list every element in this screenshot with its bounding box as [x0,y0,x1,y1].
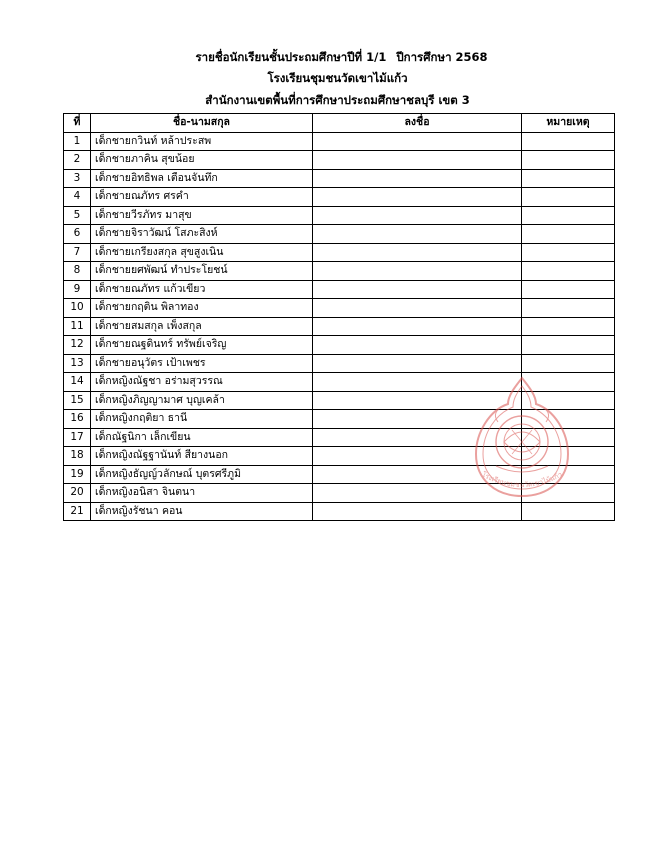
row-number-cell: 10 [64,299,91,318]
column-header-name: ชื่อ-นามสกุล [91,114,313,133]
row-number-cell: 6 [64,225,91,244]
student-name-cell: เด็กชายสมสกุล เพ็งสกุล [91,317,313,336]
row-number-cell: 19 [64,465,91,484]
document-title [16,49,651,65]
signature-cell[interactable] [313,151,522,170]
student-name-cell: เด็กชายณภัทร แก้วเขียว [91,280,313,299]
table-row [64,428,615,447]
table-row [64,169,615,188]
remarks-cell[interactable] [522,373,615,392]
row-number-cell: 14 [64,373,91,392]
table-row [64,484,615,503]
signature-cell[interactable] [313,132,522,151]
column-header-remarks: หมายเหตุ [522,114,615,133]
remarks-cell[interactable] [522,484,615,503]
school-name: โรงเรียนชุมชนวัดเขาไม้แก้ว [267,71,408,85]
table-row [64,299,615,318]
remarks-cell[interactable] [522,243,615,262]
student-name-cell: เด็กหญิงธัญญ์วลักษณ์ บุตรศรีภูมิ [91,465,313,484]
table-row [64,225,615,244]
remarks-cell[interactable] [522,132,615,151]
signature-cell[interactable] [313,465,522,484]
column-header-number: ที่ [64,114,91,133]
remarks-cell[interactable] [522,354,615,373]
student-name-cell: เด็กหญิงภิญญามาศ บุญเคล้า [91,391,313,410]
remarks-cell[interactable] [522,262,615,281]
student-name-cell: เด็กชายอิทธิพล เตือนจันทึก [91,169,313,188]
student-roster-table [63,113,615,521]
signature-cell[interactable] [313,391,522,410]
table-row [64,502,615,521]
table-row [64,262,615,281]
remarks-cell[interactable] [522,391,615,410]
student-name-cell: เด็กหญิงณัฐฐานันท์ สียางนอก [91,447,313,466]
remarks-cell[interactable] [522,280,615,299]
student-name-cell: เด็กณัฐนิกา เล็กเขียน [91,428,313,447]
title-class-text: รายชื่อนักเรียนชั้นประถมศึกษาปีที่ 1/1 [195,50,387,64]
student-name-cell: เด็กหญิงอนิสา จินตนา [91,484,313,503]
signature-cell[interactable] [313,243,522,262]
student-name-cell: เด็กชายกฤติน พิลาทอง [91,299,313,318]
signature-cell[interactable] [313,169,522,188]
table-row [64,354,615,373]
remarks-cell[interactable] [522,336,615,355]
row-number-cell: 8 [64,262,91,281]
table-row [64,280,615,299]
remarks-cell[interactable] [522,225,615,244]
table-row [64,447,615,466]
signature-cell[interactable] [313,317,522,336]
signature-cell[interactable] [313,188,522,207]
signature-cell[interactable] [313,280,522,299]
student-name-cell: เด็กหญิงรัชนา คอน [91,502,313,521]
column-header-signature: ลงชื่อ [313,114,522,133]
signature-cell[interactable] [313,484,522,503]
title-year-text: ปีการศึกษา 2568 [396,50,488,64]
table-row [64,336,615,355]
row-number-cell: 21 [64,502,91,521]
student-name-cell: เด็กชายภาคิน สุขน้อย [91,151,313,170]
remarks-cell[interactable] [522,206,615,225]
student-name-cell: เด็กชายณฐดินทร์ ทรัพย์เจริญ [91,336,313,355]
remarks-cell[interactable] [522,465,615,484]
signature-cell[interactable] [313,225,522,244]
table-row [64,206,615,225]
row-number-cell: 9 [64,280,91,299]
signature-cell[interactable] [313,354,522,373]
remarks-cell[interactable] [522,502,615,521]
row-number-cell: 15 [64,391,91,410]
student-name-cell: เด็กชายเกรียงสกุล สุขสูงเนิน [91,243,313,262]
table-row [64,410,615,429]
student-name-cell: เด็กชายยศพัฒน์ ทำประโยชน์ [91,262,313,281]
remarks-cell[interactable] [522,169,615,188]
signature-cell[interactable] [313,410,522,429]
student-name-cell: เด็กชายกวินท์ หล้าประสพ [91,132,313,151]
signature-cell[interactable] [313,299,522,318]
student-name-cell: เด็กหญิงกฤติยา ธานี [91,410,313,429]
row-number-cell: 13 [64,354,91,373]
signature-cell[interactable] [313,373,522,392]
student-name-cell: เด็กชายวีรภัทร มาสุข [91,206,313,225]
signature-cell[interactable] [313,502,522,521]
row-number-cell: 11 [64,317,91,336]
row-number-cell: 20 [64,484,91,503]
signature-cell[interactable] [313,206,522,225]
remarks-cell[interactable] [522,299,615,318]
student-name-cell: เด็กชายอนุวัตร เป้าเพชร [91,354,313,373]
row-number-cell: 3 [64,169,91,188]
row-number-cell: 5 [64,206,91,225]
remarks-cell[interactable] [522,447,615,466]
remarks-cell[interactable] [522,428,615,447]
row-number-cell: 17 [64,428,91,447]
table-row [64,151,615,170]
remarks-cell[interactable] [522,151,615,170]
signature-cell[interactable] [313,336,522,355]
signature-cell[interactable] [313,447,522,466]
table-header-row [64,114,615,133]
table-row [64,243,615,262]
student-name-cell: เด็กชายณภัทร ศรคำ [91,188,313,207]
office-name: สำนักงานเขตพื้นที่การศึกษาประถมศึกษาชลบุรี เขต 3 [205,93,470,107]
row-number-cell: 18 [64,447,91,466]
table-row [64,188,615,207]
table-row [64,391,615,410]
table-row [64,465,615,484]
row-number-cell: 12 [64,336,91,355]
row-number-cell: 1 [64,132,91,151]
student-name-cell: เด็กชายจิราวัฒน์ โสภะสิงห์ [91,225,313,244]
remarks-cell[interactable] [522,188,615,207]
row-number-cell: 2 [64,151,91,170]
seal-caption: โรงเรียนชุมชนวัดเขาไม้แก้ว [480,470,564,490]
table-body [64,132,615,521]
row-number-cell: 4 [64,188,91,207]
student-name-cell: เด็กหญิงณัฐชา อร่ามสุวรรณ [91,373,313,392]
remarks-cell[interactable] [522,410,615,429]
table-row [64,373,615,392]
row-number-cell: 7 [64,243,91,262]
remarks-cell[interactable] [522,317,615,336]
table-row [64,317,615,336]
signature-cell[interactable] [313,262,522,281]
signature-cell[interactable] [313,428,522,447]
row-number-cell: 16 [64,410,91,429]
table-row [64,132,615,151]
